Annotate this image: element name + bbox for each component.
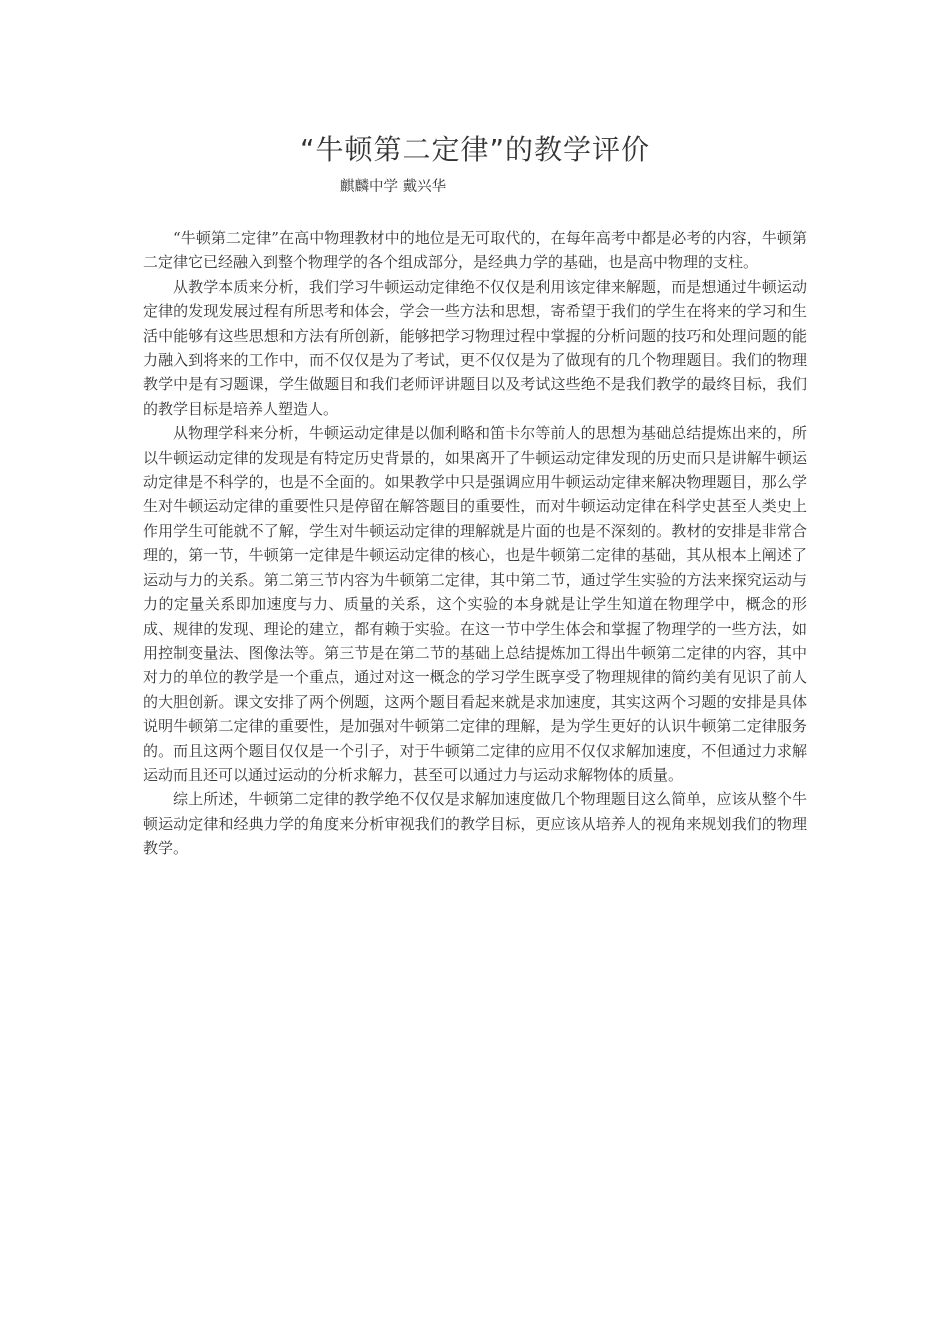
- paragraph-3: 从物理学科来分析，牛顿运动定律是以伽利略和笛卡尔等前人的思想为基础总结提炼出来的，所以牛顿运动定律的发现是有特定历史背景的，如果离开了牛顿运动定律发现的历史而只是讲解牛顿运动定律是不科学的，也是不全面的。如果教学中只是强调应用牛顿运动定律来解决物理题目，那么学生对牛顿运动定律的重要性只是停留在解答题目的重要性，而对牛顿运动定律在科学史甚至人类史上作用学生可能就不了解，学生对牛顿运动定律的理解就是片面的也是不深刻的。教材的安排是非常合理的，第一节，牛顿第一定律是牛顿运动定律的核心，也是牛顿第二定律的基础，其从根本上阐述了运动与力的关系。第二第三节内容为牛顿第二定律，其中第二节，通过学生实验的方法来探究运动与力的定量关系即加速度与力、质量的关系，这个实验的本身就是让学生知道在物理学中，概念的形成、规律的发现、理论的建立，都有赖于实验。在这一节中学生体会和掌握了物理学的一些方法，如用控制变量法、图像法等。第三节是在第二节的基础上总结提炼加工得出牛顿第二定律的内容，其中对力的单位的教学是一个重点，通过对这一概念的学习学生既享受了物理规律的简约美有见识了前人的大胆创新。课文安排了两个例题，这两个题目看起来就是求加速度，其实这两个习题的安排是具体说明牛顿第二定律的重要性，是加强对牛顿第二定律的理解，是为学生更好的认识牛顿第二定律服务的。而且这两个题目仅仅是一个引子，对于牛顿第二定律的应用不仅仅求解加速度，不但通过力求解运动而且还可以通过运动的分析求解力，甚至可以通过力与运动求解物体的质量。: [143, 424, 807, 784]
- document-body: [143, 226, 807, 861]
- paragraph-1: “牛顿第二定律”在高中物理教材中的地位是无可取代的，在每年高考中都是必考的内容，牛顿第二定律它已经融入到整个物理学的各个组成部分，是经典力学的基础，也是高中物理的支柱。: [143, 229, 807, 272]
- paragraph-4: 综上所述，牛顿第二定律的教学绝不仅仅是求解加速度做几个物理题目这么简单，应该从整个牛顿运动定律和经典力学的角度来分析审视我们的教学目标，更应该从培养人的视角来规划我们的物理教学。: [143, 790, 807, 858]
- document-title: “牛顿第二定律”的教学评价: [299, 133, 650, 166]
- paragraph-2: 从教学本质来分析，我们学习牛顿运动定律绝不仅仅是利用该定律来解题，而是想通过牛顿运动定律的发现发展过程有所思考和体会，学会一些方法和思想，寄希望于我们的学生在将来的学习和生活中能够有这些思想和方法有所创新，能够把学习物理过程中掌握的分析问题的技巧和处理问题的能力融入到将来的工作中，而不仅仅是为了考试，更不仅仅是为了做现有的几个物理题目。我们的物理教学中是有习题课，学生做题目和我们老师评讲题目以及考试这些绝不是我们教学的最终目标，我们的教学目标是培养人塑造人。: [143, 277, 807, 418]
- author-byline: 麒麟中学 戴兴华: [340, 179, 447, 195]
